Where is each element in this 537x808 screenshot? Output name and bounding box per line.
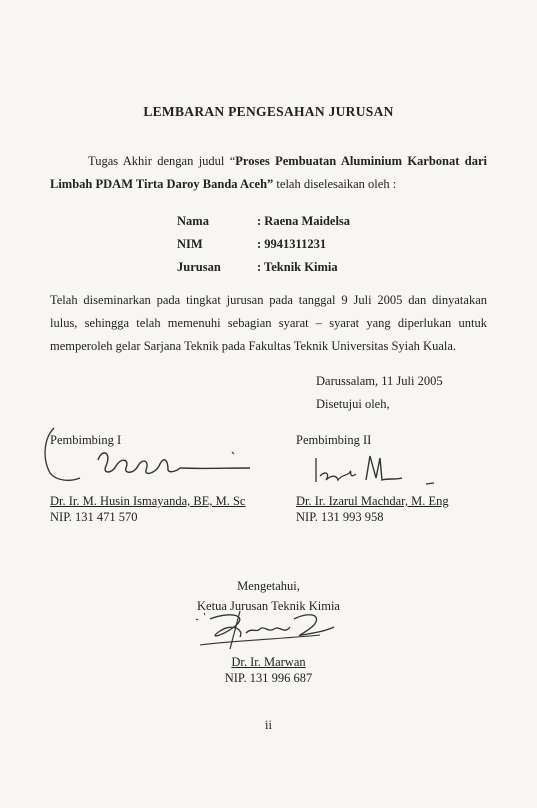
student-info	[177, 210, 350, 279]
supervisor2-signature	[296, 450, 446, 495]
info-label: Nama	[177, 214, 209, 228]
info-value: : Raena Maidelsa	[257, 214, 351, 228]
info-row	[177, 256, 350, 279]
supervisor1-name: Dr. Ir. M. Husin Ismayanda, BE, M. Sc	[50, 494, 246, 508]
info-row	[177, 210, 350, 233]
thesis-title: Proses Pembuatan Aluminium Karbonat dari Limbah PDAM Tirta Daroy Banda Aceh”	[50, 154, 487, 191]
approved-label: Disetujui oleh,	[316, 397, 390, 411]
head-signature	[190, 605, 350, 655]
supervisor2-role: Pembimbing II	[296, 433, 372, 447]
supervisor2-nip: NIP. 131 993 958	[296, 510, 384, 524]
info-label: NIM	[177, 237, 203, 251]
info-value: : 9941311231	[257, 237, 327, 251]
intro-before: Tugas Akhir dengan judul “	[88, 154, 236, 168]
place-date: Darussalam, 11 Juli 2005	[316, 374, 443, 388]
supervisor1-signature	[40, 418, 260, 493]
page-number: ii	[265, 718, 272, 732]
place-date-block	[316, 370, 443, 416]
intro-paragraph	[50, 150, 487, 196]
intro-after: telah diselesaikan oleh :	[273, 177, 397, 191]
head-name: Dr. Ir. Marwan	[231, 655, 306, 669]
supervisor2-name: Dr. Ir. Izarul Machdar, M. Eng	[296, 494, 449, 508]
page-title: LEMBARAN PENGESAHAN JURUSAN	[143, 104, 394, 119]
acknowledged-label: Mengetahui,	[237, 579, 300, 593]
info-row	[177, 233, 350, 256]
head-nip: NIP. 131 996 687	[224, 671, 313, 685]
supervisor1-nip: NIP. 131 471 570	[50, 510, 138, 524]
head-role: Ketua Jurusan Teknik Kimia	[197, 599, 340, 613]
info-value: : Teknik Kimia	[257, 260, 338, 274]
statement-paragraph: Telah diseminarkan pada tingkat jurusan pada tanggal 9 Juli 2005 dan dinyatakan lulus, sehingga telah memenuhi sebagian syarat – syarat yang diperlukan untuk memperoleh gelar Sarjana Teknik pada Fakultas Teknik Universitas Syiah Kuala.	[50, 293, 487, 353]
info-label: Jurusan	[177, 260, 221, 274]
supervisor1-role: Pembimbing I	[50, 433, 122, 447]
